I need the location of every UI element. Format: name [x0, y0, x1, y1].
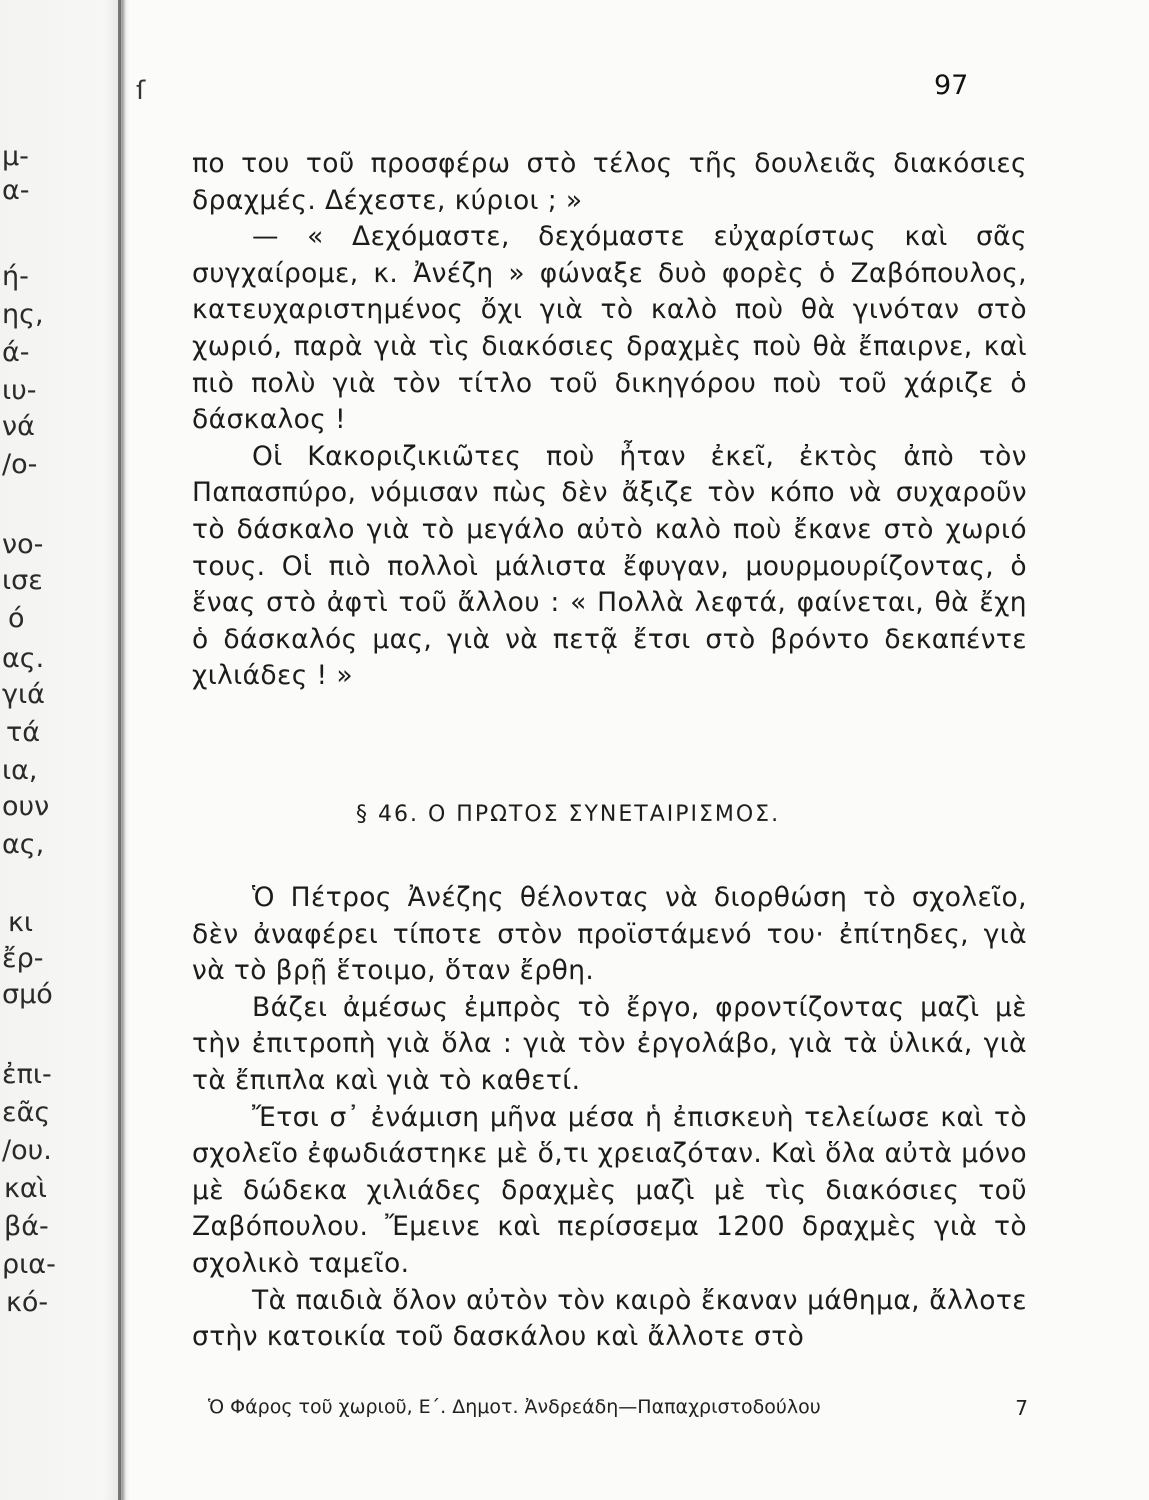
body-text-bottom	[192, 880, 1027, 1356]
paragraph: Ὁ Πέτρος Ἀνέζης θέλοντας νὰ διορθώση τὸ σχολεῖο, δὲν ἀναφέρει τίποτε στὸν προϊστάμενό του· ἐπίτηδες, γιὰ νὰ τὸ βρῇ ἕτοιμο, ὅταν ἔρθη.	[192, 882, 1027, 987]
page-number: 97	[934, 70, 969, 101]
section-heading: § 46. Ο ΠΡΩΤΟΣ ΣΥΝΕΤΑΙΡΙΣΜΟΣ.	[356, 802, 781, 827]
margin-fragment: ια,	[2, 755, 38, 786]
margin-fragment: σμό	[2, 979, 53, 1010]
margin-fragment: νά	[2, 411, 35, 442]
previous-page-fragments	[0, 0, 80, 1500]
paragraph: Τὰ παιδιὰ ὅλον αὐτὸν τὸν καιρὸ ἔκαναν μάθημα, ἄλλοτε στὴν κατοικία τοῦ δασκάλου καὶ ἄλλοτε στὸ	[192, 1284, 1027, 1353]
paragraph: Ἔτσι σ᾽ ἐνάμιση μῆνα μέσα ἡ ἐπισκευὴ τελείωσε καὶ τὸ σχολεῖο ἐφωδιάστηκε μὲ ὅ,τι χρειαζόταν. Καὶ ὅλα αὐτὰ μόνο μὲ δώδεκα χιλιάδες δραχμὲς μαζὶ μὲ τὶς διακόσιες τοῦ Ζαβόπουλου. Ἔμεινε καὶ περίσσεμα 1200 δραχμὲς γιὰ τὸ σχολικὸ ταμεῖο.	[192, 1101, 1027, 1279]
margin-fragment: βά-	[4, 1211, 49, 1242]
margin-fragment: ά-	[2, 337, 30, 368]
footer	[208, 1396, 1028, 1418]
margin-fragment: α-	[2, 175, 30, 206]
margin-fragment: νο-	[2, 529, 44, 560]
margin-fragment: ισε	[2, 565, 43, 596]
margin-fragment: ἐπι-	[2, 1059, 52, 1090]
paragraph: πο του τοῦ προσφέρω στὸ τέλος τῆς δουλειᾶς διακόσιες δραχμές. Δέχεστε, κύριοι ; »	[192, 148, 1027, 216]
footer-citation: Ὁ Φάρος τοῦ χωριοῦ, Ε΄. Δημοτ. Ἀνδρεάδη—Παπαχριστοδούλου	[208, 1396, 821, 1418]
margin-fragment: εᾶς	[2, 1097, 51, 1128]
margin-fragment: /ο-	[2, 449, 38, 480]
margin-fragment: καὶ	[4, 1173, 47, 1204]
margin-fragment: ό	[8, 603, 25, 634]
margin-fragment: κι	[8, 907, 34, 938]
margin-fragment: γιά	[2, 679, 45, 710]
paragraph: Οἱ Κακοριζικιῶτες ποὺ ἦταν ἐκεῖ, ἐκτὸς ἀπὸ τὸν Παπασπύρο, νόμισαν πὼς δὲν ἄξιζε τὸν κόπο νὰ συχαροῦν τὸ δάσκαλο γιὰ τὸ μεγάλο αὐτὸ καλὸ ποὺ ἔκανε στὸ χωριό τους. Οἱ πιὸ πολλοὶ μάλιστα ἔφυγαν, μουρμουρίζοντας, ὁ ἕνας στὸ ἀφτὶ τοῦ ἄλλου : « Πολλὰ λεφτά, φαίνεται, θὰ ἔχη ὁ δάσκαλός μας, γιὰ νὰ πετᾷ ἔτσι στὸ βρόντο δεκαπέντε χιλιάδες ! »	[192, 440, 1027, 692]
paragraph: — « Δεχόμαστε, δεχόμαστε εὐχαρίστως καὶ σᾶς συγχαίρομε, κ. Ἀνέζη » φώναξε δυὸ φορὲς ὁ Ζαβόπουλος, κατευχαριστημένος ὄχι γιὰ τὸ καλὸ ποὺ θὰ γινόταν στὸ χωριό, παρὰ γιὰ τὶς διακόσιες δραχμὲς ποὺ θὰ ἔπαιρνε, καὶ πιὸ πολὺ γιὰ τὸν τίτλο τοῦ δικηγόρου ποὺ τοῦ χάριζε ὁ δάσκαλος !	[192, 221, 1027, 436]
margin-fragment: ας,	[2, 829, 45, 860]
body-text-top	[192, 146, 1027, 695]
margin-fragment: ρια-	[2, 1249, 56, 1280]
margin-fragment: κό-	[6, 1287, 49, 1318]
corner-mark: ſ	[136, 76, 146, 106]
signature-mark: 7	[1015, 1396, 1028, 1420]
margin-fragment: ἔρ-	[2, 943, 44, 974]
gutter-rule	[118, 0, 121, 1500]
margin-fragment: τά	[6, 717, 41, 748]
paragraph: Βάζει ἀμέσως ἐμπρὸς τὸ ἔργο, φροντίζοντας μαζὶ μὲ τὴν ἐπιτροπὴ γιὰ ὅλα : γιὰ τὸν ἐργολάβο, γιὰ τὰ ὑλικά, γιὰ τὰ ἔπιπλα καὶ γιὰ τὸ καθετί.	[192, 991, 1027, 1096]
margin-fragment: ή-	[2, 261, 29, 292]
margin-fragment: ας.	[2, 643, 45, 674]
margin-fragment: ουν	[2, 791, 50, 822]
margin-fragment: ιυ-	[2, 375, 37, 406]
margin-fragment: /ου.	[2, 1135, 52, 1166]
margin-fragment: ης,	[2, 299, 44, 330]
margin-fragment: μ-	[2, 141, 29, 172]
